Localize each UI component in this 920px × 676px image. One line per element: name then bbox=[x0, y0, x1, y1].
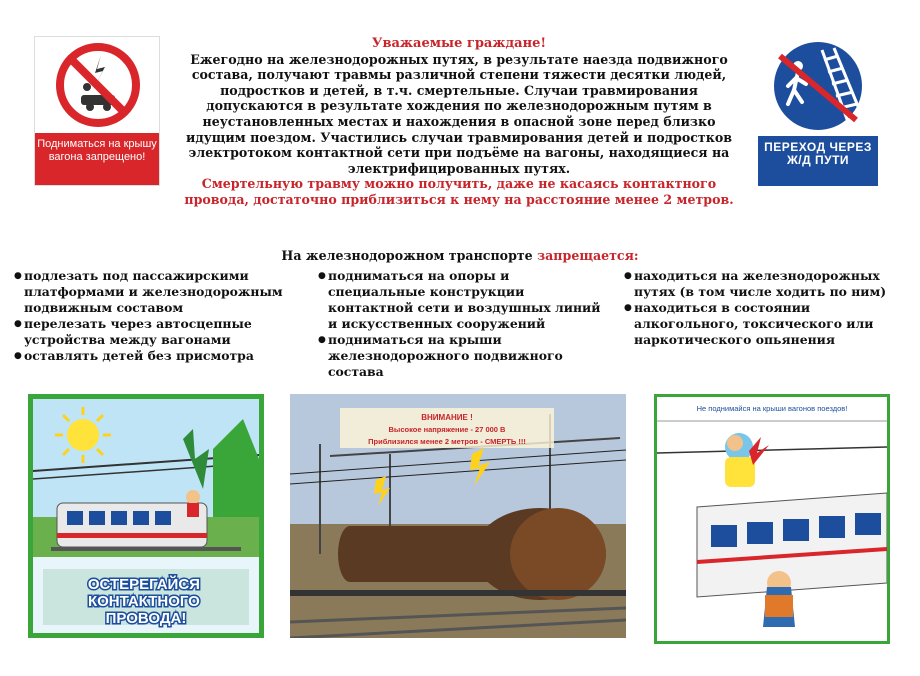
roof-sign-text: Подниматься на крышу вагона запрещено! bbox=[35, 133, 159, 185]
bullet-icon: ● bbox=[318, 335, 326, 345]
intro-paragraph: Ежегодно на железнодорожных путях, в результате наезда подвижного состава, получают травмы различной степени тяжести десятки людей, подростков и детей, в т.ч. смертельные. Случаи травмирования допускаются в результате хождения по железнодорожным путям в неустановленных местах и нахождения в опасной зоне перед близко идущим поездом. Участились случаи травмирования детей и подростков электротоком контактной сети при подъёме на вагоны, находящиеся на электрифицированных путях. bbox=[186, 51, 732, 176]
tank-warning-voltage: Высокое напряжение - 27 000 В bbox=[388, 425, 506, 434]
pedestrian-crossing-icon bbox=[758, 36, 878, 136]
wire-caption: ОСТЕРЕГАЙСЯ КОНТАКТНОГО ПРОВОДА! bbox=[87, 576, 200, 627]
bullet-icon: ● bbox=[14, 351, 22, 361]
tank-train-illustration bbox=[290, 394, 626, 638]
bullet-icon: ● bbox=[624, 271, 632, 281]
roof-climbing-illustration bbox=[657, 397, 887, 641]
forbidden-list-col3 bbox=[624, 268, 914, 348]
forbidden-heading-prefix: На железнодорожном транспорте bbox=[281, 248, 533, 263]
danger-warning: Смертельную травму можно получить, даже не касаясь контактного провода, достаточно приблизиться к нему на расстояние менее 2 метров. bbox=[184, 176, 734, 207]
roof-warning-poster bbox=[654, 394, 890, 644]
list-item: ● находиться в состоянии алкогольного, токсического или наркотического опьянения bbox=[624, 300, 874, 347]
crossing-sign bbox=[758, 36, 878, 186]
bullet-icon: ● bbox=[14, 319, 22, 329]
crossing-sign-text: ПЕРЕХОД ЧЕРЕЗ Ж/Д ПУТИ bbox=[758, 136, 878, 186]
list-item: ● оставлять детей без присмотра bbox=[14, 348, 254, 363]
roof-poster-caption: Не поднимайся на крыши вагонов поездов! bbox=[696, 404, 848, 413]
list-item: ● подниматься на крыши железнодорожного подвижного состава bbox=[318, 332, 563, 379]
list-item: ● подниматься на опоры и специальные конструкции контактной сети и воздушных линий и искусственных сооружений bbox=[318, 268, 601, 331]
bullet-icon: ● bbox=[624, 303, 632, 313]
bullet-icon: ● bbox=[318, 271, 326, 281]
tank-warning-distance: Приблизился менее 2 метров - СМЕРТЬ !!! bbox=[368, 437, 526, 446]
contact-wire-poster bbox=[28, 394, 264, 638]
tank-train-photo bbox=[290, 394, 626, 638]
page-title: Уважаемые граждане! bbox=[371, 36, 547, 51]
forbidden-heading-red: запрещается: bbox=[537, 248, 639, 263]
contact-wire-illustration bbox=[33, 399, 259, 633]
list-item: ● находиться на железнодорожных путях (в том числе ходить по ним) bbox=[624, 268, 887, 299]
tank-warning-title: ВНИМАНИЕ ! bbox=[421, 413, 473, 422]
no-climbing-icon bbox=[35, 37, 161, 135]
main-text-block bbox=[176, 36, 742, 208]
forbidden-list-col2 bbox=[318, 268, 608, 380]
forbidden-list-col1 bbox=[14, 268, 300, 364]
list-item: ● подлезать под пассажирскими платформами и железнодорожным подвижным составом bbox=[14, 268, 283, 315]
bullet-icon: ● bbox=[14, 271, 22, 281]
forbidden-heading bbox=[200, 248, 720, 263]
list-item: ● перелезать через автосцепные устройства между вагонами bbox=[14, 316, 252, 347]
roof-prohibition-sign bbox=[34, 36, 160, 186]
